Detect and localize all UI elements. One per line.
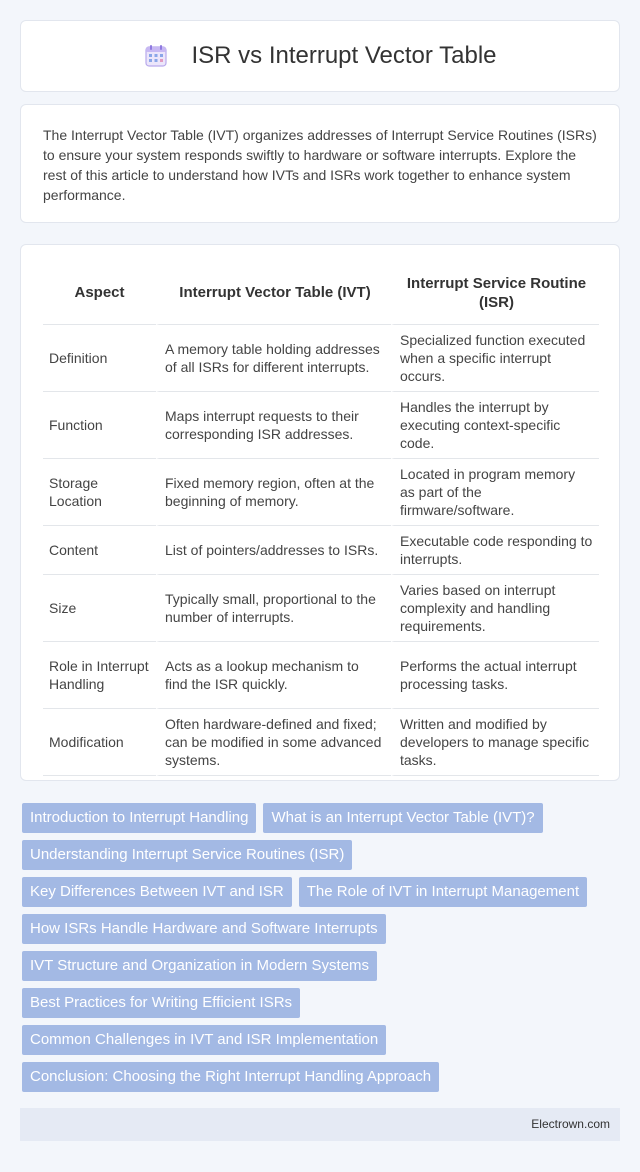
table-header-row <box>43 261 599 325</box>
table-row <box>43 325 599 392</box>
table-row <box>43 575 599 642</box>
topic-link[interactable]: Common Challenges in IVT and ISR Implementation <box>22 1025 386 1055</box>
comparison-table-card <box>20 244 620 781</box>
topic-link[interactable]: Understanding Interrupt Service Routines (ISR) <box>22 840 352 870</box>
topic-row <box>22 951 622 981</box>
topic-link[interactable]: Best Practices for Writing Efficient ISRs <box>22 988 300 1018</box>
table-cell: Acts as a lookup mechanism to find the ISR quickly. <box>156 642 391 709</box>
topic-row <box>22 988 622 1018</box>
topic-row <box>22 840 622 870</box>
table-cell: Storage Location <box>43 459 156 526</box>
topic-link[interactable]: Key Differences Between IVT and ISR <box>22 877 292 907</box>
footer-brand[interactable]: Electrown.com <box>531 1117 610 1131</box>
topic-link[interactable]: What is an Interrupt Vector Table (IVT)? <box>263 803 542 833</box>
table-cell: Executable code responding to interrupts. <box>391 526 599 575</box>
topic-row <box>22 914 622 944</box>
table-cell: Written and modified by developers to manage specific tasks. <box>391 709 599 776</box>
table-cell: Function <box>43 392 156 459</box>
header-ivt: Interrupt Vector Table (IVT) <box>156 261 391 325</box>
table-cell: Content <box>43 526 156 575</box>
table-cell: Specialized function executed when a specific interrupt occurs. <box>391 325 599 392</box>
topic-row <box>22 1025 622 1055</box>
topic-row <box>22 803 622 833</box>
header-aspect: Aspect <box>43 261 156 325</box>
page-title: ISR vs Interrupt Vector Table <box>191 42 497 69</box>
table-cell: Definition <box>43 325 156 392</box>
topic-link[interactable]: Introduction to Interrupt Handling <box>22 803 256 833</box>
table-cell: Fixed memory region, often at the beginning of memory. <box>156 459 391 526</box>
table-row <box>43 392 599 459</box>
table-row <box>43 459 599 526</box>
table-cell: Typically small, proportional to the number of interrupts. <box>156 575 391 642</box>
topic-link[interactable]: The Role of IVT in Interrupt Management <box>299 877 587 907</box>
table-row <box>43 526 599 575</box>
table-cell: List of pointers/addresses to ISRs. <box>156 526 391 575</box>
table-cell: Role in Interrupt Handling <box>43 642 156 709</box>
table-cell: Varies based on interrupt complexity and handling requirements. <box>391 575 599 642</box>
table-row <box>43 642 599 709</box>
table-cell: Performs the actual interrupt processing tasks. <box>391 642 599 709</box>
calendar-grid-icon <box>143 43 169 69</box>
topic-link[interactable]: IVT Structure and Organization in Modern Systems <box>22 951 377 981</box>
table-cell: Handles the interrupt by executing context-specific code. <box>391 392 599 459</box>
table-cell: Located in program memory as part of the firmware/software. <box>391 459 599 526</box>
header-isr: Interrupt Service Routine (ISR) <box>391 261 599 325</box>
table-cell: Maps interrupt requests to their corresponding ISR addresses. <box>156 392 391 459</box>
header-card <box>20 20 620 92</box>
topic-links <box>22 803 622 1099</box>
table-cell: Often hardware-defined and fixed; can be modified in some advanced systems. <box>156 709 391 776</box>
topic-link[interactable]: Conclusion: Choosing the Right Interrupt Handling Approach <box>22 1062 439 1092</box>
topic-row <box>22 877 622 907</box>
table-cell: A memory table holding addresses of all ISRs for different interrupts. <box>156 325 391 392</box>
title-wrap <box>21 21 619 91</box>
intro-card <box>20 104 620 223</box>
intro-paragraph: The Interrupt Vector Table (IVT) organizes addresses of Interrupt Service Routines (ISRs) to ensure your system responds swiftly to hardware or software interrupts. Explore the rest of this article to understand how IVTs and ISRs work together to enhance system performance. <box>43 127 597 203</box>
topic-link[interactable]: How ISRs Handle Hardware and Software Interrupts <box>22 914 386 944</box>
table-cell: Modification <box>43 709 156 776</box>
footer <box>20 1108 620 1141</box>
table-cell: Size <box>43 575 156 642</box>
topic-row <box>22 1062 622 1092</box>
comparison-table <box>43 261 599 776</box>
table-row <box>43 709 599 776</box>
